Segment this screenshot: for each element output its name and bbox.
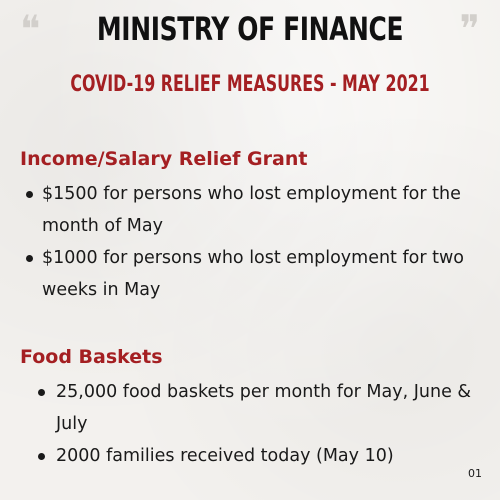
list-item: $1000 for persons who lost employment for two weeks in May: [20, 242, 480, 306]
page-subtitle: COVID-19 RELIEF MEASURES - MAY 2021: [70, 72, 430, 97]
bullet-list: [20, 376, 480, 472]
page-number: 01: [468, 467, 482, 480]
list-item: 25,000 food baskets per month for May, June & July: [20, 376, 480, 440]
section-heading: Income/Salary Relief Grant: [20, 148, 308, 170]
section-food-baskets: [20, 344, 480, 472]
quote-close-icon: ❞: [459, 7, 480, 51]
section-heading: Food Baskets: [20, 346, 163, 368]
list-item: 2000 families received today (May 10): [20, 440, 480, 472]
section-income-relief: [20, 146, 480, 306]
bullet-list: [20, 178, 480, 306]
list-item: $1500 for persons who lost employment for the month of May: [20, 178, 480, 242]
page-title: MINISTRY OF FINANCE: [96, 10, 404, 48]
quote-open-icon: ❝: [20, 7, 41, 51]
